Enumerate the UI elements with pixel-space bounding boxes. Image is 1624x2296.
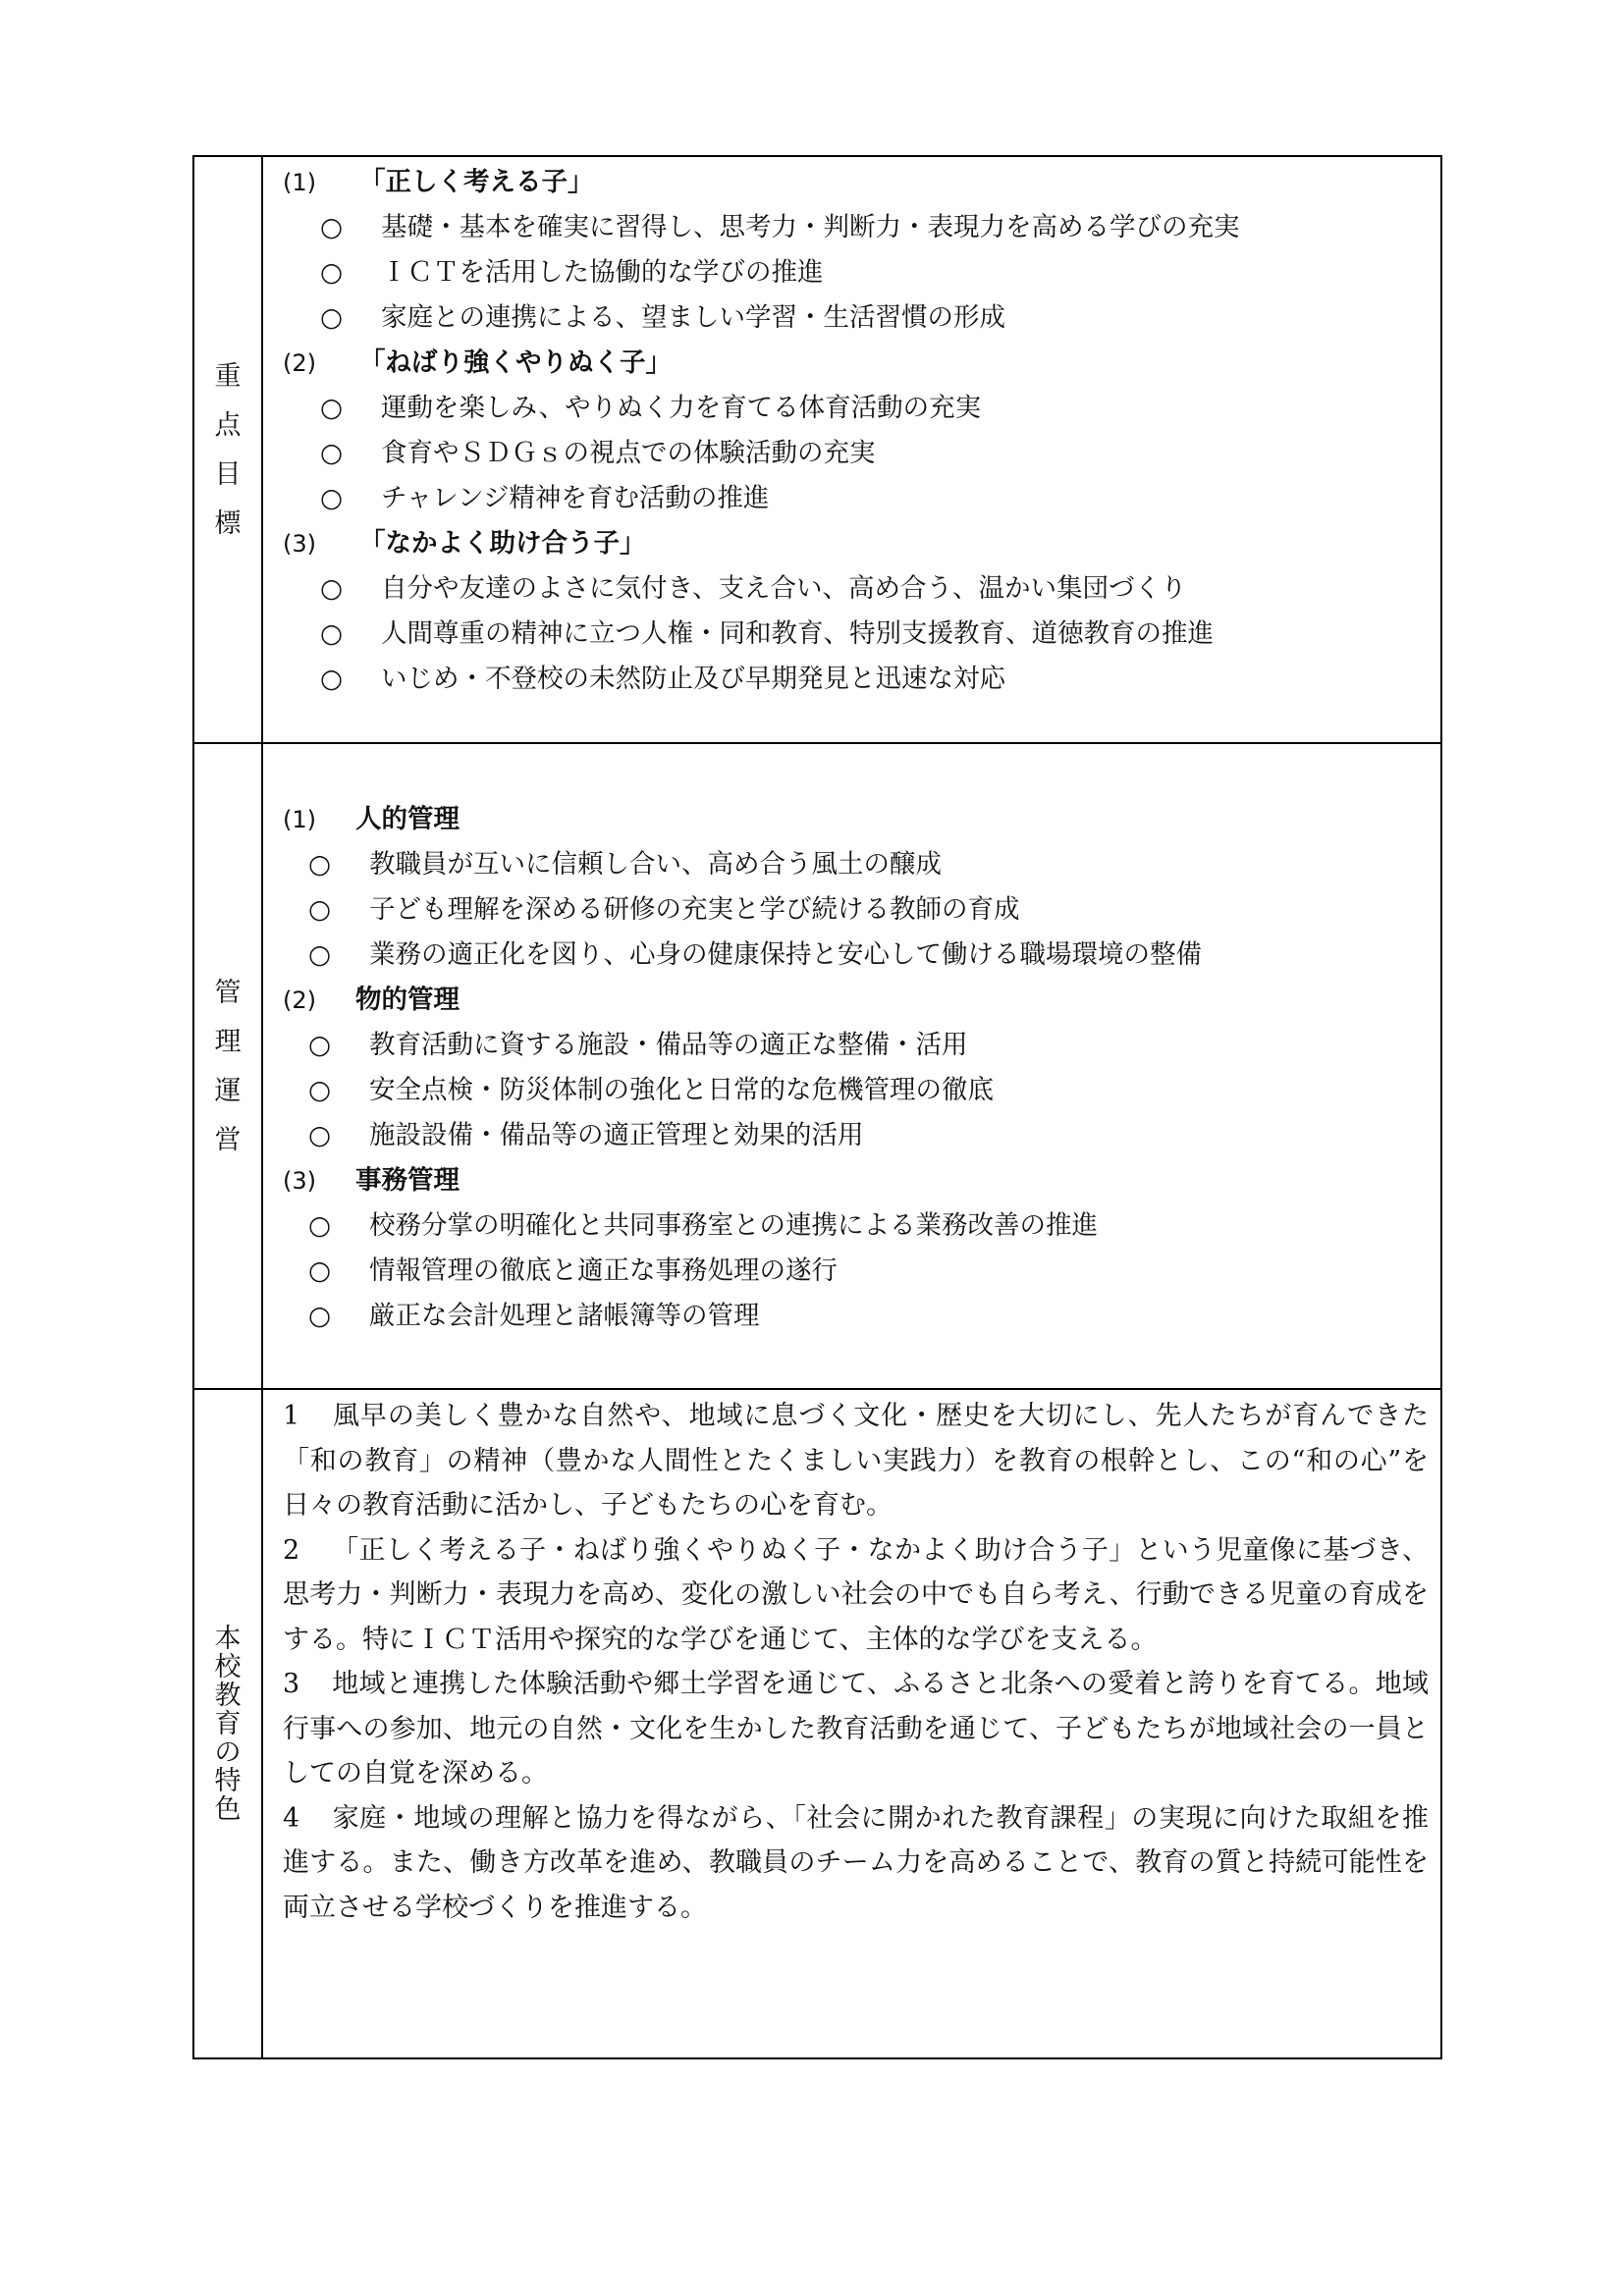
feature-paragraph: 4 家庭・地域の理解と協力を得ながら、「社会に開かれた教育課程」の実現に向けた取組を推進する。また、働き方改革を進め、教職員のチーム力を高めることで、教育の質と持続可能性を両立させる学校づくりを推進する。 [283, 1802, 1429, 1923]
management-item: ○ 教育活動に資する施設・備品等の適正な整備・活用 [308, 1030, 968, 1060]
features-label: 本 校 教 育 の 特 色 [214, 1623, 242, 1825]
management-item: ○ 安全点検・防災体制の強化と日常的な危機管理の徹底 [308, 1075, 994, 1105]
features-label-cell [193, 1389, 262, 2058]
goal-item: ○ 食育やＳＤＧｓの視点での体験活動の充実 [320, 438, 876, 468]
feature-paragraph: 1 風早の美しく豊かな自然や、地域に息づく文化・歴史を大切にし、先人たちが育んできた「和の教育」の精神（豊かな人間性とたくましい実践力）を教育の根幹とし、この“和の心”を日々の教育活動に活かし、子どもたちの心を育む。 [283, 1401, 1429, 1521]
goal-item: ○ ＩＣＴを活用した協働的な学びの推進 [320, 257, 824, 288]
management-heading: (2) 物的管理 [283, 985, 460, 1015]
goal-item: ○ 基礎・基本を確実に習得し、思考力・判断力・表現力を高める学びの充実 [320, 212, 1240, 242]
management-item: ○ 施設設備・備品等の適正管理と効果的活用 [308, 1120, 864, 1150]
goal-item: ○ チャレンジ精神を育む活動の推進 [320, 483, 770, 513]
management-item: ○ 厳正な会計処理と諸帳簿等の管理 [308, 1301, 760, 1331]
management-row [193, 743, 1441, 1389]
goal-heading: (3) 「なかよく助け合う子」 [283, 528, 646, 559]
management-item: ○ 教職員が互いに信頼し合い、高め合う風土の醸成 [308, 849, 942, 880]
feature-paragraph: 2 「正しく考える子・ねばり強くやりぬく子・なかよく助け合う子」という児童像に基づき、思考力・判断力・表現力を高め、変化の激しい社会の中でも自ら考え、行動できる児童の育成をする。特にＩＣＴ活用や探究的な学びを通じて、主体的な学びを支える。 [283, 1534, 1429, 1655]
management-label: 管 理 運 営 [214, 977, 242, 1155]
goals-label: 重 点 目 標 [214, 360, 242, 539]
goal-heading: (2) 「ねばり強くやりぬく子」 [283, 347, 672, 378]
goal-item: ○ 運動を楽しみ、やりぬく力を育てる体育活動の充実 [320, 393, 982, 423]
feature-paragraph: 3 地域と連携した体験活動や郷土学習を通じて、ふるさと北条への愛着と誇りを育てる。地域行事への参加、地元の自然・文化を生かした教育活動を通じて、子どもたちが地域社会の一員としての自覚を深める。 [283, 1669, 1429, 1789]
management-item: ○ 校務分掌の明確化と共同事務室との連携による業務改善の推進 [308, 1210, 1098, 1241]
goals-label-cell [193, 156, 262, 743]
school-plan-table [192, 155, 1442, 2059]
goal-heading: (1) 「正しく考える子」 [283, 167, 594, 197]
features-row [193, 1389, 1441, 2058]
management-item: ○ 業務の適正化を図り、心身の健康保持と安心して働ける職場環境の整備 [308, 939, 1202, 970]
management-item: ○ 子ども理解を深める研修の充実と学び続ける教師の育成 [308, 894, 1020, 925]
goals-row [193, 156, 1441, 743]
goals-content [262, 156, 1441, 743]
management-heading: (1) 人的管理 [283, 804, 460, 834]
goal-item: ○ 自分や友達のよさに気付き、支え合い、高め合う、温かい集団づくり [320, 573, 1187, 604]
goal-item: ○ 人間尊重の精神に立つ人権・同和教育、特別支援教育、道徳教育の推進 [320, 618, 1214, 649]
goal-item: ○ 家庭との連携による、望ましい学習・生活習慣の形成 [320, 302, 1005, 333]
management-content [262, 743, 1441, 1389]
management-item: ○ 情報管理の徹底と適正な事務処理の遂行 [308, 1255, 838, 1286]
management-heading: (3) 事務管理 [283, 1165, 460, 1196]
management-label-cell [193, 743, 262, 1389]
features-content [262, 1389, 1441, 2058]
goal-item: ○ いじめ・不登校の未然防止及び早期発見と迅速な対応 [320, 664, 1005, 694]
